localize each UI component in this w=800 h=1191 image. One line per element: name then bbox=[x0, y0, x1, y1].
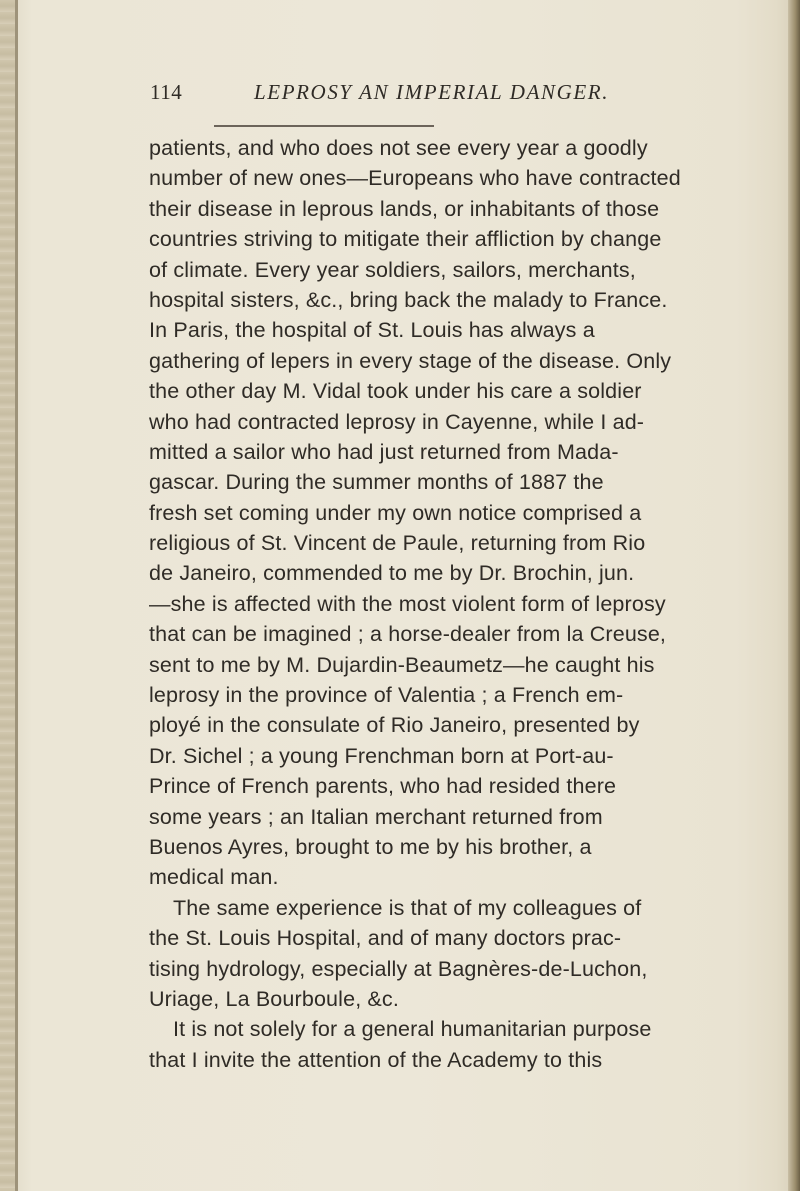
text-line: ployé in the consulate of Rio Janeiro, presented by bbox=[149, 713, 640, 738]
text-line: Dr. Sichel ; a young Frenchman born at Port-au- bbox=[149, 743, 614, 768]
text-line: medical man. bbox=[149, 865, 279, 890]
text-line: leprosy in the province of Valentia ; a French em- bbox=[149, 683, 624, 708]
paragraph-start-line: It is not solely for a general humanitarian purpose bbox=[173, 1017, 652, 1042]
text-line: de Janeiro, commended to me by Dr. Brochin, jun. bbox=[149, 561, 635, 586]
text-line: that can be imagined ; a horse-dealer from la Creuse, bbox=[149, 622, 667, 647]
running-head bbox=[150, 80, 750, 114]
text-line: gascar. During the summer months of 1887 the bbox=[149, 470, 604, 495]
text-line: sent to me by M. Dujardin-Beaumetz—he caught his bbox=[149, 652, 655, 677]
text-line: gathering of lepers in every stage of the disease. Only bbox=[149, 348, 672, 373]
text-line: fresh set coming under my own notice comprised a bbox=[149, 500, 642, 525]
text-line: that I invite the attention of the Academy to this bbox=[149, 1047, 603, 1072]
body-text bbox=[149, 133, 749, 1075]
text-line: of climate. Every year soldiers, sailors, merchants, bbox=[149, 257, 636, 282]
text-line: number of new ones—Europeans who have contracted bbox=[149, 166, 681, 191]
text-line: some years ; an Italian merchant returned from bbox=[149, 804, 603, 829]
text-line: mitted a sailor who had just returned from Mada- bbox=[149, 439, 619, 464]
page-right-edge bbox=[788, 0, 800, 1191]
page-binding-edge bbox=[0, 0, 18, 1191]
text-line: Prince of French parents, who had resided there bbox=[149, 774, 617, 799]
text-line: who had contracted leprosy in Cayenne, while I ad- bbox=[149, 409, 645, 434]
page-number: 114 bbox=[150, 80, 183, 104]
text-line: hospital sisters, &c., bring back the malady to France. bbox=[149, 287, 668, 312]
text-line: the St. Louis Hospital, and of many doctors prac- bbox=[149, 926, 622, 951]
header-rule bbox=[214, 125, 434, 127]
text-line: countries striving to mitigate their affliction by change bbox=[149, 227, 662, 252]
text-line: tising hydrology, especially at Bagnères-de-Luchon, bbox=[149, 956, 648, 981]
text-line: Uriage, La Bourboule, &c. bbox=[149, 986, 399, 1011]
text-line: In Paris, the hospital of St. Louis has always a bbox=[149, 318, 595, 343]
text-line: —she is affected with the most violent form of leprosy bbox=[149, 591, 666, 616]
text-line: religious of St. Vincent de Paule, returning from Rio bbox=[149, 531, 646, 556]
running-title: LEPROSY AN IMPERIAL DANGER. bbox=[254, 80, 610, 104]
paragraph-start-line: The same experience is that of my colleagues of bbox=[173, 895, 642, 920]
text-line: the other day M. Vidal took under his care a soldier bbox=[149, 379, 642, 404]
text-line: Buenos Ayres, brought to me by his brother, a bbox=[149, 834, 592, 859]
text-line: patients, and who does not see every year a goodly bbox=[149, 136, 648, 160]
text-line: their disease in leprous lands, or inhabitants of those bbox=[149, 196, 660, 221]
